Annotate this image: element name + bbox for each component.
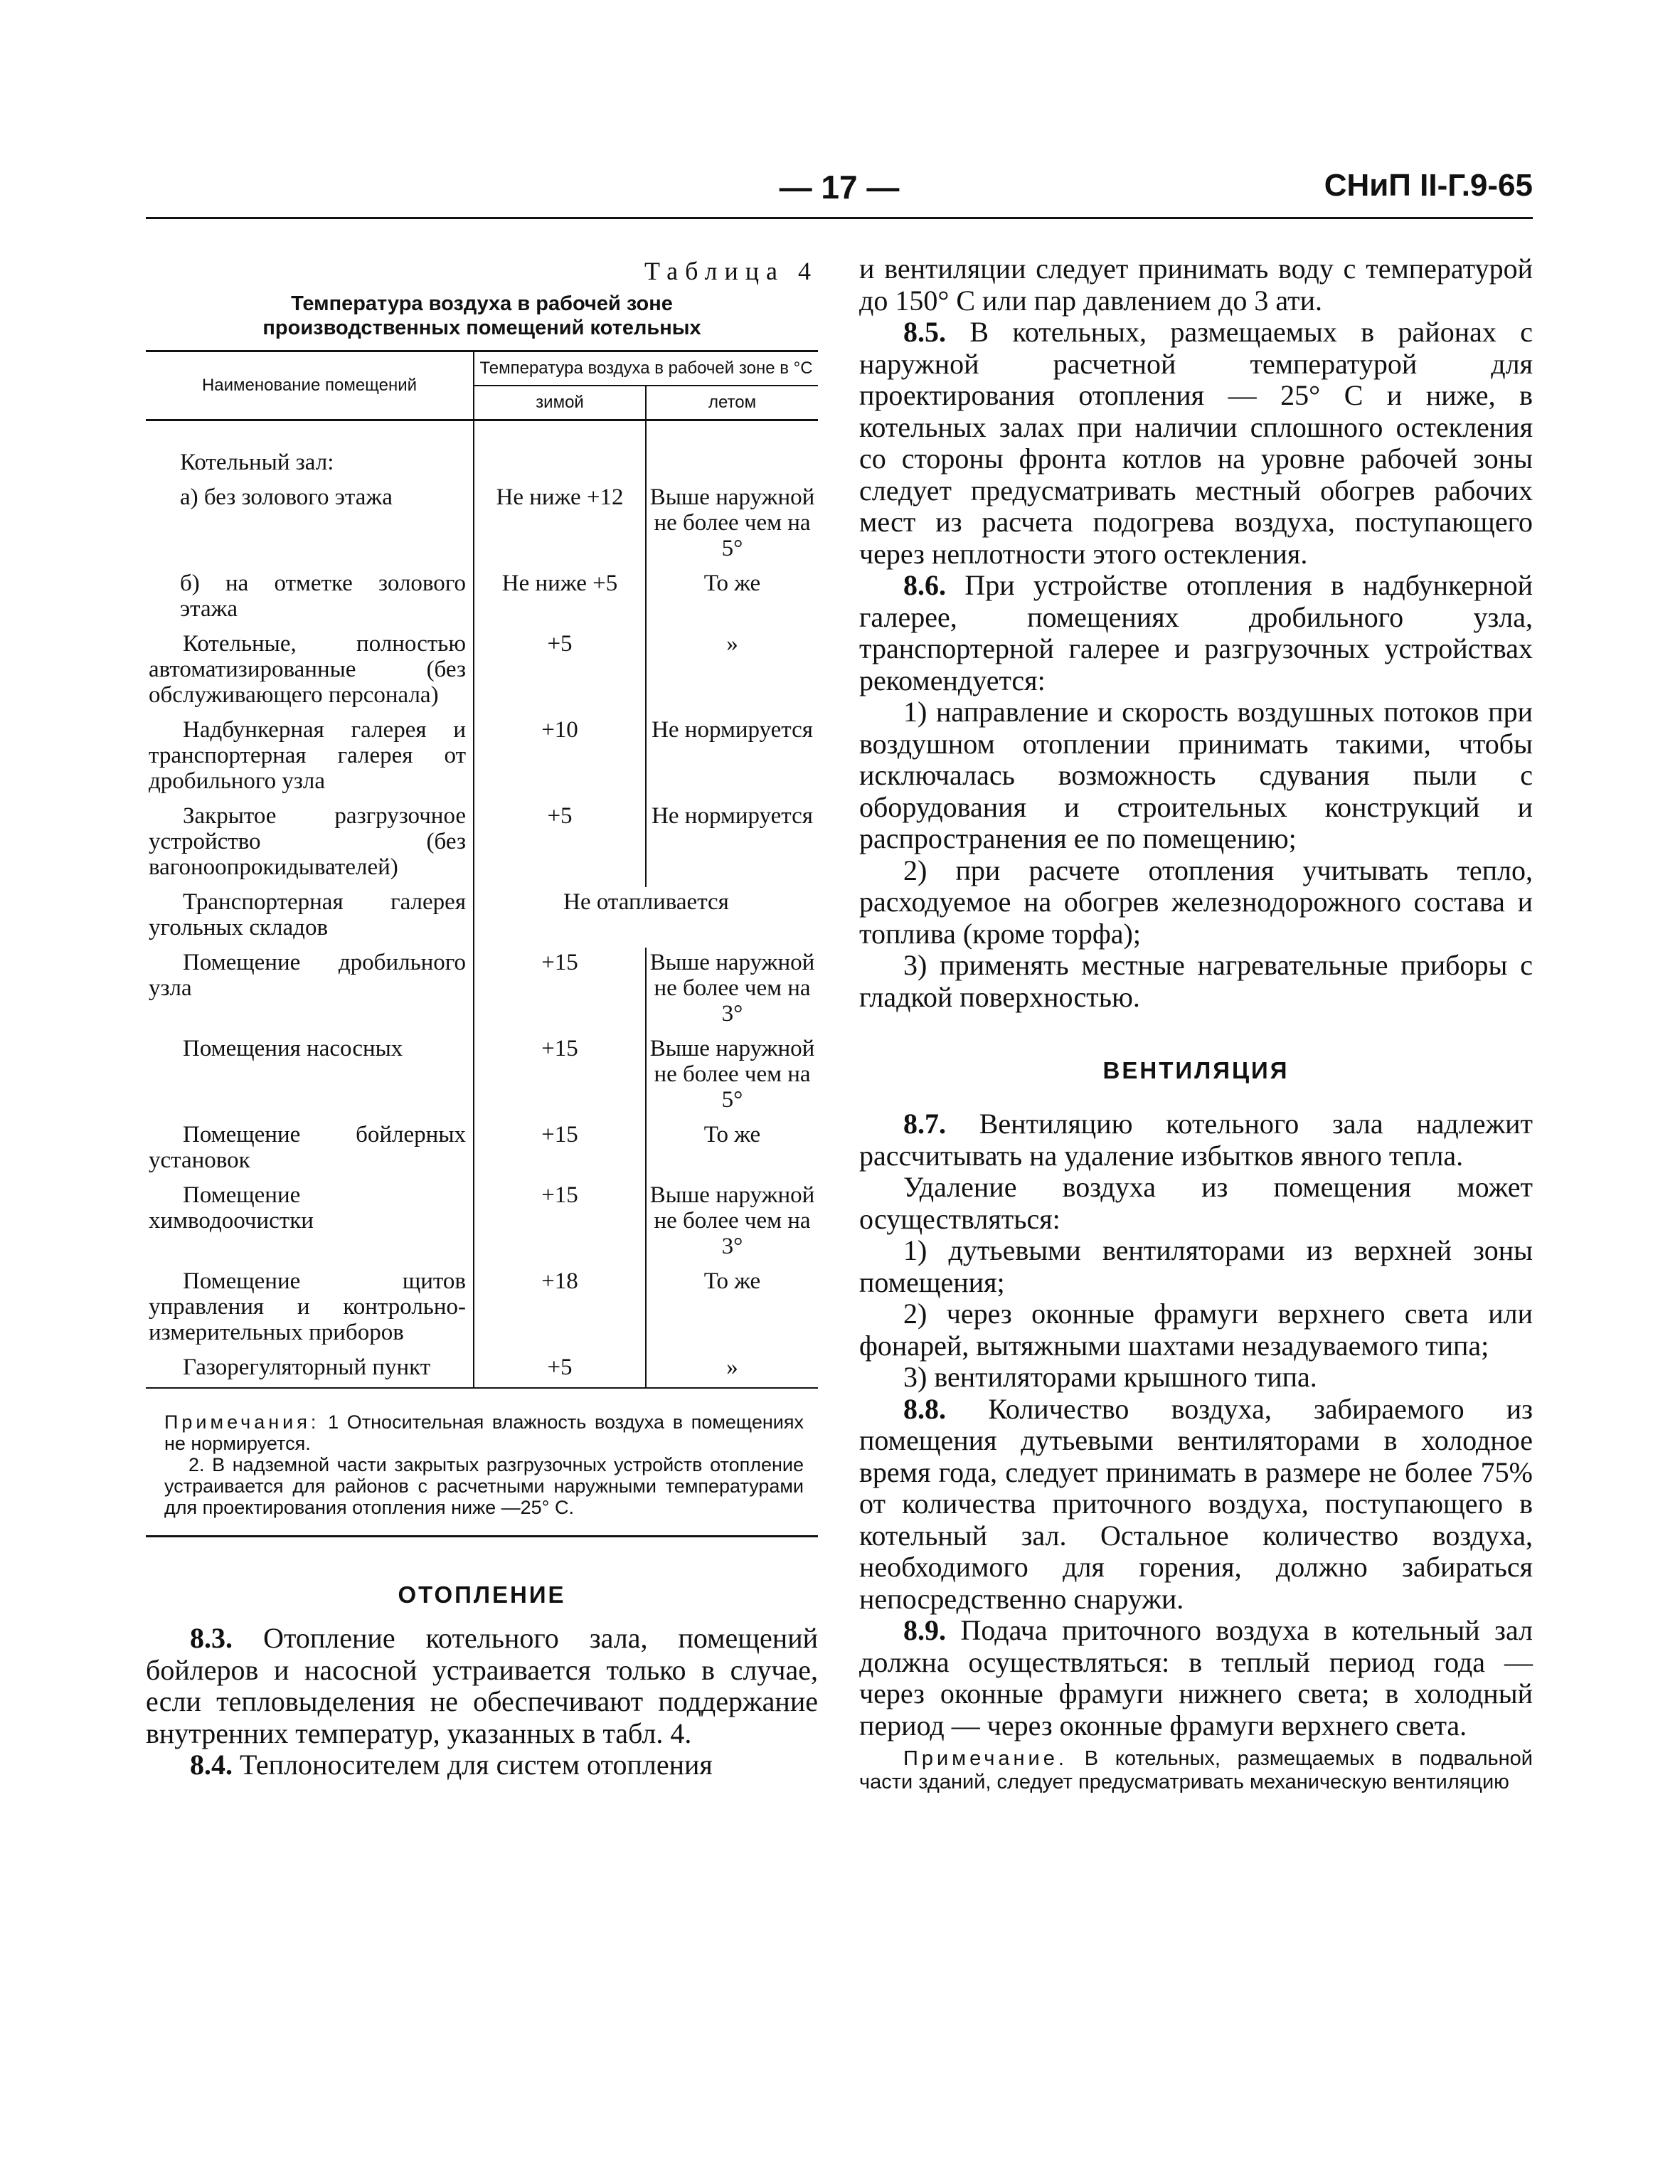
list-item-8-7-2: 2) через оконные фрамуги верхнего света или фонарей, вытяжными шахтами незадуваемого типа; [859,1298,1533,1362]
document-code: СНиП II-Г.9-65 [1324,168,1533,203]
table-notes-row [146,1388,818,1537]
winter-temp: Не ниже +12 [474,482,646,568]
table-row [146,715,818,801]
ventilation-note [859,1747,1533,1794]
winter-temp: +15 [474,1034,646,1120]
right-column [859,253,1533,1794]
room-name: а) без золового этажа [180,484,393,510]
room-name: Помещение щитов управления и контрольно-измерительных приборов [149,1268,466,1345]
paragraph-8-7-b: Удаление воздуха из помещения может осуществляться: [859,1171,1533,1235]
summer-temp: То же [703,1268,761,1294]
table-row [146,482,818,568]
column-header-temperature: Температура воздуха в рабочей зоне в °С [474,351,818,386]
paragraph-number: 8.5. [903,316,946,348]
group-label: Котельный зал: [180,450,334,475]
winter-temp: +5 [474,801,646,887]
winter-temp: +5 [474,1352,646,1388]
paragraph-8-8 [859,1394,1533,1616]
paragraph-text: Отопление котельного зала, помещений бойлеров и насосной устраивается только в случае, если тепловыделения не обеспечивают поддержание внутренних температур, указанных в табл. 4. [146,1622,818,1749]
table-row-group [146,420,818,483]
winter-temp: +15 [474,1120,646,1180]
paragraph-8-9 [859,1615,1533,1742]
paragraph-number: 8.9. [903,1614,946,1646]
summer-temp: Выше наружной не более чем на 5° [649,484,815,561]
paragraph-8-6 [859,570,1533,696]
column-header-summer: летом [646,386,818,420]
summer-temp: То же [703,1122,761,1147]
table-row [146,801,818,887]
header-rule [146,217,1533,219]
paragraph-8-3 [146,1623,818,1749]
room-name: Газорегуляторный пункт [183,1355,431,1380]
table-row [146,1266,818,1352]
table-note-2: 2. В надземной части закрытых разгрузочных устройств отопление устраивается для районов с расчетными наружными температурами для проектирования отопления ниже —25° С. [164,1454,804,1518]
paragraph-8-5 [859,317,1533,570]
table-caption: Таблица 4 [644,257,818,285]
paragraph-text: Вентиляцию котельного зала надлежит рассчитывать на удаление избытков явного тепла. [859,1108,1533,1172]
winter-temp: Не ниже +5 [474,568,646,629]
summer-temp: Выше наружной не более чем на 5° [649,1036,815,1113]
paragraph-text: В котельных, размещаемых в районах с наружной расчетной температурой для проектирования отопления — 25° С и ниже, в котельных залах при наличии сплошного остекления со стороны фронта котлов на уровне рабочей зоны следует предусматривать местный обогрев рабочих мест из расчета подогрева воздуха, поступающего через неплотности этого остекления. [859,316,1533,570]
list-item-8-6-2: 2) при расчете отопления учитывать тепло, расходуемое на обогрев железнодорожного состава и топлива (кроме торфа); [859,854,1533,950]
room-name: Помещение дробильного узла [149,950,466,1001]
paragraph-text: Теплоносителем для систем отопления [240,1749,713,1781]
paragraph-number: 8.7. [903,1108,946,1140]
paragraph-number: 8.3. [190,1622,233,1654]
notes-label: Примечания: [164,1411,320,1433]
winter-temp: +5 [474,629,646,715]
table-row [146,1352,818,1388]
table-row [146,1120,818,1180]
summer-temp: Выше наружной не более чем на 3° [649,1182,815,1259]
paragraph-8-4-continued: и вентиляции следует принимать воду с температурой до 150° С или пар давлением до 3 ати. [859,253,1533,317]
paragraph-8-4 [146,1749,818,1781]
paragraph-number: 8.4. [190,1749,233,1781]
room-name: Транспортерная галерея угольных складов [149,889,466,940]
paragraph-number: 8.6. [903,569,946,601]
summer-temp: » [726,1355,738,1380]
winter-temp: +18 [474,1266,646,1352]
table-row [146,1180,818,1266]
column-header-winter: зимой [474,386,646,420]
table-row [146,629,818,715]
paragraph-text: При устройстве отопления в надбункерной галерее, помещениях дробильного узла, транспортерной галерее и разгрузочных устройствах рекомендуется: [859,569,1533,696]
summer-temp: Выше наружной не более чем на 3° [649,950,815,1027]
table-row [146,887,818,948]
table-note-1 [164,1411,804,1454]
table-row [146,1034,818,1120]
paragraph-text: Подача приточного воздуха в котельный зал должна осуществляться: в теплый период года — через оконные фрамуги нижнего света; в холодный период — через оконные фрамуги верхнего света. [859,1614,1533,1742]
summer-temp: То же [703,571,761,596]
table-title [146,292,818,340]
table-title-line1: Температура воздуха в рабочей зоне [291,292,673,315]
note-label: Примечание. [903,1747,1068,1770]
summer-temp: Не нормируется [652,803,813,829]
room-name: Помещения насосных [183,1036,403,1061]
summer-temp: » [726,631,738,657]
table-row [146,568,818,629]
ventilation-heading: ВЕНТИЛЯЦИЯ [1102,1057,1290,1083]
winter-temp: +15 [474,1180,646,1266]
paragraph-8-7 [859,1108,1533,1172]
room-name: Закрытое разгрузочное устройство (без вагоноопрокидывателей) [149,803,466,880]
list-item-8-6-3: 3) применять местные нагревательные приборы с гладкой поверхностью. [859,949,1533,1013]
note-1-text: 1 Относительная влажность воздуха в помещениях не нормируется. [164,1411,804,1454]
heating-heading: ОТОПЛЕНИЕ [398,1581,566,1608]
column-header-room-name: Наименование помещений [146,351,474,420]
table-title-line2: производственных помещений котельных [262,317,701,339]
winter-temp: +10 [474,715,646,801]
table-notes [146,1388,818,1537]
paragraph-number: 8.8. [903,1392,946,1425]
temperature-table [146,350,818,1537]
list-item-8-7-3: 3) вентиляторами крышного типа. [903,1361,1317,1393]
page-number: — 17 — [779,169,900,206]
paragraph-text: Количество воздуха, забираемого из помещения дутьевыми вентиляторами в холодное время года, следует принимать в размере не более 75% от количества приточного воздуха, поступающего в котельный зал. Остальное количество воздуха, необходимого для горения, должно забираться непосредственно снаружи. [859,1392,1533,1615]
room-name: Котельные, полностью автоматизированные (без обслуживающего персонала) [149,631,466,708]
winter-temp: +15 [474,948,646,1034]
room-name: Помещение химводоочистки [149,1182,314,1234]
room-name: Надбункерная галерея и транспортерная галерея от дробильного узла [149,717,466,794]
summer-temp: Не нормируется [652,717,813,743]
not-heated-value: Не отапливается [474,887,818,948]
note-text: В котельных, размещаемых в подвальной части зданий, следует предусматривать механическую вентиляцию [859,1747,1533,1793]
list-item-8-6-1: 1) направление и скорость воздушных потоков при воздушном отоплении принимать такими, чтобы исключалась возможность сдувания пыли с оборудования и строительных конструкций и распространения ее по помещению; [859,696,1533,854]
list-item-8-7-1: 1) дутьевыми вентиляторами из верхней зоны помещения; [859,1234,1533,1298]
table-row [146,948,818,1034]
room-name: Помещение бойлерных установок [149,1122,466,1173]
page-header [146,164,1533,221]
left-column [146,256,818,1781]
room-name: б) на отметке золового этажа [180,571,466,622]
